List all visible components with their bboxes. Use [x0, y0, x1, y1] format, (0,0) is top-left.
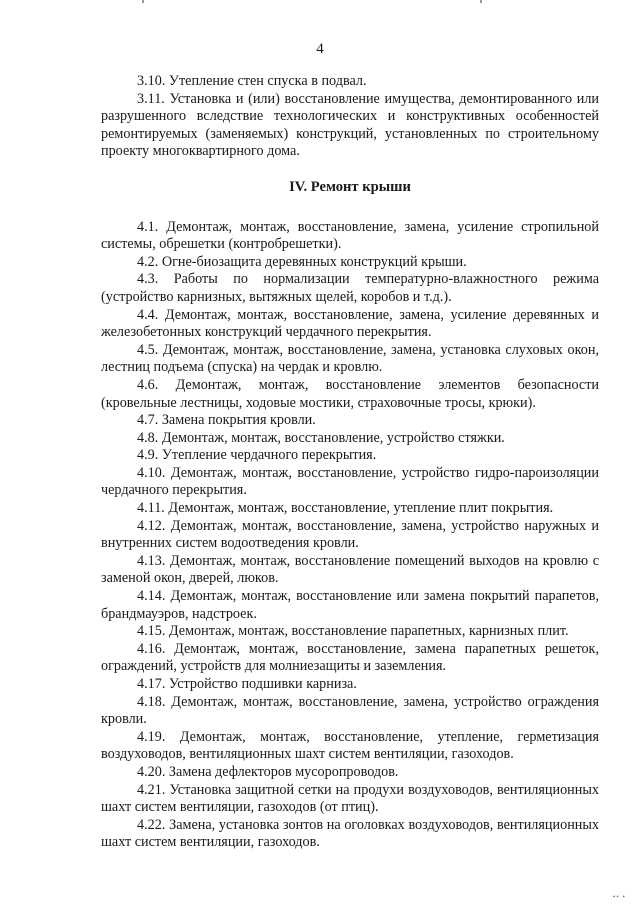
page-number: 4 — [316, 41, 324, 57]
item-4-21: 4.21. Установка защитной сетки на продухи воздуховодов, вентиляционных шахт систем вентиляции, газоходов (от птиц). — [101, 781, 599, 816]
item-4-14: 4.14. Демонтаж, монтаж, восстановление или замена покрытий парапетов, брандмауэров, надстроек. — [101, 588, 599, 622]
item-4-10: 4.10. Демонтаж, монтаж, восстановление, устройство гидро-пароизоляции чердачного перекрытия. — [101, 464, 599, 499]
item-4-12: 4.12. Демонтаж, монтаж, восстановление, замена, устройство наружных и внутренних систем водоотведения кровли. — [101, 517, 599, 552]
item-4-16: 4.16. Демонтаж, монтаж, восстановление, замена парапетных решеток, ограждений, устройств для молниезащиты и заземления. — [101, 640, 599, 675]
item-4-22: 4.22. Замена, установка зонтов на оголовках воздуховодов, вентиляционных шахт систем вентиляции, газоходов. — [101, 816, 599, 851]
item-3-11: 3.11. Установка и (или) восстановление имущества, демонтированного или разрушенного вследствие технологических и конструктивных особенностей ремонтируемых (заменяемых) конструкций, установленных по строительному проекту многоквартирного дома. — [101, 90, 599, 160]
item-4-8: 4.8. Демонтаж, монтаж, восстановление, устройство стяжки. — [137, 429, 505, 446]
item-4-15: 4.15. Демонтаж, монтаж, восстановление парапетных, карнизных плит. — [137, 623, 569, 640]
item-4-19: 4.19. Демонтаж, монтаж, восстановление, утепление, герметизация воздуховодов, вентиляционных шахт систем вентиляции, газоходов. — [101, 728, 599, 763]
document-body — [101, 73, 599, 852]
section-heading-roof-repair: IV. Ремонт крыши — [289, 178, 411, 195]
item-4-11: 4.11. Демонтаж, монтаж, восстановление, утепление плит покрытия. — [137, 500, 554, 517]
item-4-5: 4.5. Демонтаж, монтаж, восстановление, замена, установка слуховых окон, лестниц подъема (спуска) на чердак и кровлю. — [101, 341, 599, 376]
item-4-1: 4.1. Демонтаж, монтаж, восстановление, замена, усиление стропильной системы, обрешетки (контробрешетки). — [101, 218, 599, 253]
item-4-3: 4.3. Работы по нормализации температурно-влажностного режима (устройство карнизных, вытяжных щелей, коробов и т.д.). — [101, 271, 599, 305]
item-4-13: 4.13. Демонтаж, монтаж, восстановление помещений выходов на кровлю с заменой окон, дверей, люков. — [101, 552, 599, 587]
item-3-10: 3.10. Утепление стен спуска в подвал. — [137, 73, 367, 89]
item-4-6: 4.6. Демонтаж, монтаж, восстановление элементов безопасности (кровельные лестницы, ходовые мостики, страховочные тросы, крюки). — [101, 376, 599, 411]
scan-edge-marks — [0, 0, 640, 4]
item-4-2: 4.2. Огне-биозащита деревянных конструкций крыши. — [137, 253, 467, 270]
item-4-9: 4.9. Утепление чердачного перекрытия. — [137, 447, 377, 464]
item-4-17: 4.17. Устройство подшивки карниза. — [137, 676, 357, 692]
item-4-7: 4.7. Замена покрытия кровли. — [137, 412, 316, 429]
scan-corner-mark: •• • — [612, 893, 626, 901]
item-4-18: 4.18. Демонтаж, монтаж, восстановление, замена, устройство ограждения кровли. — [101, 693, 599, 728]
item-4-4: 4.4. Демонтаж, монтаж, восстановление, замена, усиление деревянных и железобетонных конструкций чердачного перекрытия. — [101, 306, 599, 341]
item-4-20: 4.20. Замена дефлекторов мусоропроводов. — [137, 763, 399, 780]
